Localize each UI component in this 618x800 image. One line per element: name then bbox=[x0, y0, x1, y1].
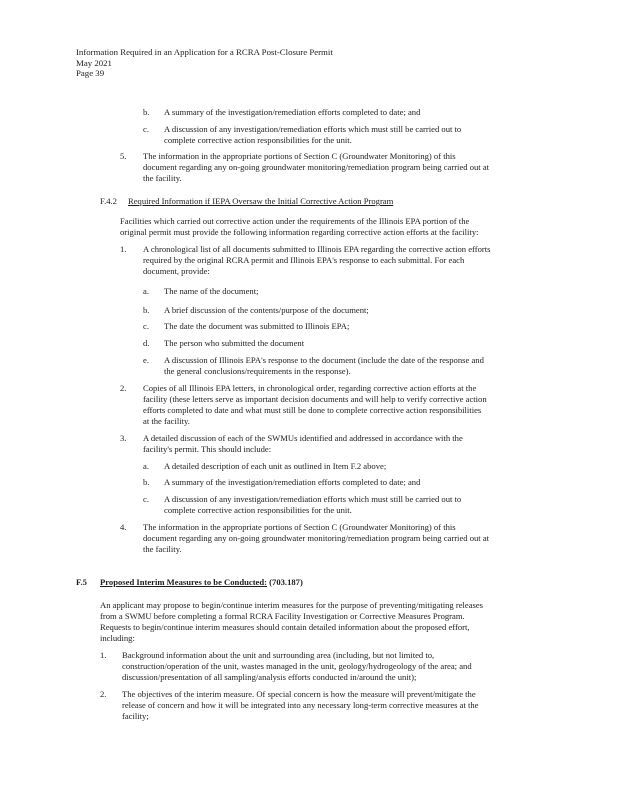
header-title: Information Required in an Application for a RCRA Post-Closure Permit bbox=[76, 47, 333, 57]
section-number: F.5 bbox=[76, 577, 87, 587]
document-page: Information Required in an Application for a RCRA Post-Closure Permit May 2021 Page 39 b. A summary of the investigation/remediation efforts completed to date; and c. A discussion of any investigation/remediation efforts which must still be carried out to complete corrective action responsibilities for the unit. 5. The information in the appropriate portions of Section C (Groundwater Monitoring) of this document regarding any on-going groundwater monitoring/remediation program being carried out at the facility. F.4.2 Required Information if IEPA Oversaw the Initial Corrective Action Program Facilities which carried out corrective action under the requirements of the Illinois EPA portion of the original permit must provide the following information regarding corrective action efforts at the facility: 1. A chronological list of all documents submitted to Illinois EPA regarding the corrective action efforts required by the original RCRA permit and Illinois EPA's response to each submittal. For each document, provide: a. The name of the document; b. A brief discussion of the contents/purpose of the document; c. The date the document was submitted to Illinois EPA; d. The person who submitted the document e. A discussion of Illinois EPA's response to the document (include the date of the response and the general conclusions/requirements in the response). 2. Copies of all Illinois EPA letters, in chronological order, regarding corrective action efforts at the facility (these letters serve as important decision documents and will help to verify corrective action efforts completed to date and what must still be done to complete corrective action responsibilities at the facility. 3. A detailed discussion of each of the SWMUs identified and addressed in accordance with the facility's permit. This should include: a. A detailed description of each unit as outlined in Item F.2 above; b. A summary of the investigation/remediation efforts completed to date; and c. A discussion of any investigation/remediation efforts which must still be carried out to complete corrective action responsibilities for the unit. 4. The information in the appropriate portions of Section C (Groundwater Monitoring) of this document regarding any on-going groundwater monitoring/remediation program being carried out at the facility. F.5 Proposed Interim Measures to be Conducted: (703.187) An applicant may propose to begin/continue interim measures for the purpose of preventing/mitigating releases from a SWMU before completing a formal RCRA Facility Investigation or Corrective Measures Program. Requests to begin/continue interim measures should contain detailed information about the proposed effort, including: 1. Background information about the unit and surrounding area (including, but not limited to, construction/operation of the unit, wastes managed in the unit, geology/hydrogeology of the area; and discussion/presentation of all sampling/analysis efforts conducted in/around the unit); 2. The objectives of the interim measure. Of special concern is how the measure will prevent/mitigate the release of concern and how it will be integrated into any necessary long-term corrective measures at the facility; bbox=[76, 47, 491, 721]
section-number: F.4.2 bbox=[100, 196, 117, 206]
header-date: May 2021 bbox=[76, 57, 112, 68]
page-header bbox=[76, 47, 333, 79]
header-page-number: Page 39 bbox=[76, 68, 105, 78]
section-reference: (703.187) bbox=[269, 577, 303, 587]
section-title: Proposed Interim Measures to be Conducted: bbox=[100, 577, 268, 587]
section-title: Required Information if IEPA Oversaw the Initial Corrective Action Program bbox=[128, 196, 394, 206]
